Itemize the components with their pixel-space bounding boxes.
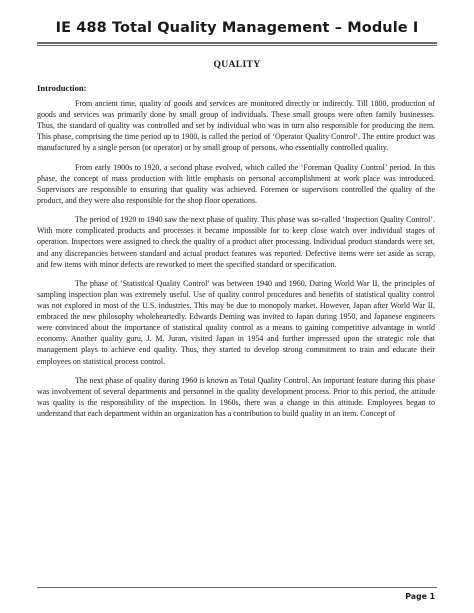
paragraph: The next phase of quality during 1960 is known as Total Quality Control. An important feature during this phase was involvement of several departments and personnel in the quality development process. Prior to this period, the attitude was quality is the responsibility of the inspection. In 1960s, there was a change in this attitude. Employees began to understand that each department within an organization has a contribution to build quality in an item. Concept of <box>37 375 435 419</box>
footer-rule <box>37 587 437 588</box>
paragraph: The phase of ‘Statistical Quality Control’ was between 1940 and 1960. During World War II, the principles of sampling inspection plan was extremely useful. Use of quality control procedures and benefits of statistical quality control was not explored in most of the U.S. industries. This may be due to monopoly market. However, Japan after World War II, embraced the new philosophy wholeheartedly. Edwards Deming was invited to Japan during 1950, and Japanese engineers were convinced about the importance of statistical quality control as a means to gaining competitive advantage in world economy. Another quality guru, J. M. Juran, visited Japan in 1954 and further impressed upon the strategic role that management plays to achieve end quality. Thus, they started to develop strong commitment to train and educate their employees on statistical process control. <box>37 278 435 366</box>
running-header: IE 488 Total Quality Management – Module I <box>55 20 419 36</box>
body-text <box>37 98 435 427</box>
document-title: QUALITY <box>213 59 261 70</box>
paragraph: The period of 1920 to 1940 saw the next phase of quality. This phase was so-called ‘Inspection Quality Control’. With more complicated products and processes it became impossible for to keep close watch over individual stages of operation. Inspectors were assigned to check the quality of a product after processing. Individual product standards were set, and any discrepancies between standard and actual product features was reported. Defective items were set aside as scrap, and few items with minor defects are reworked to meet the specified standard or specification. <box>37 215 435 269</box>
page-number: Page 1 <box>405 592 435 601</box>
header-rule-thick <box>37 42 437 44</box>
paragraph: From ancient time, quality of goods and services are monitored directly or indirectly. Till 1800, production of goods and services was primarily done by small group of individuals. These small groups were often family businesses. Thus, the standard of quality was controlled and set by individual who was in turn also responsible for producing the item. This phase, comprising the time period up to 1900, is called the period of ‘Operator Quality Control’. The entire product was manufactured by a single person (or operator) or by small group of persons, who essentially controlled quality. <box>37 99 435 153</box>
paragraph: From early 1900s to 1920, a second phase evolved, which called the ‘Foreman Quality Control’ period. In this phase, the concept of mass production with little emphasis on personal accomplishment at work place was introduced. Supervisors are responsible to ensuring that quality was achieved. Foremen or supervisors controlled the quality of the product, and they were also responsible for the shop floor operations. <box>37 162 435 205</box>
section-heading: Introduction: <box>37 83 87 93</box>
header-rule-thin <box>37 45 437 46</box>
